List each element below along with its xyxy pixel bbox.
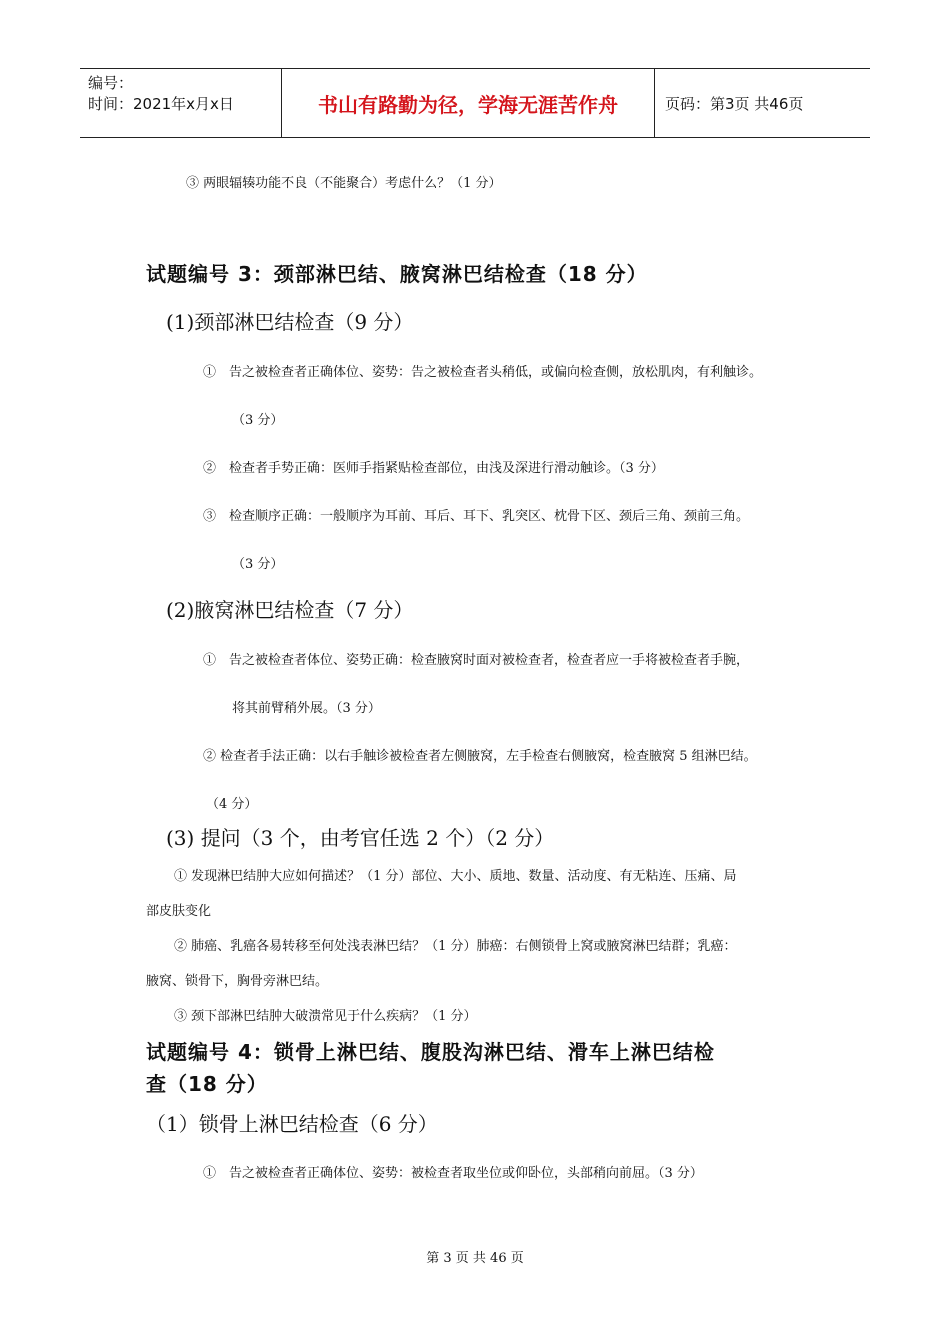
step-line: ① 告之被检查者体位、姿势正确：检查腋窝时面对被检查者，检查者应一手将被检查者手腕， [203,653,750,668]
question-line: ③ 两眼辐辏功能不良（不能聚合）考虑什么？（1 分） [186,176,502,191]
header-motto: 书山有路勤为径，学海无涯苦作舟 [281,69,655,137]
score-line: （3 分） [232,413,284,428]
section-heading-3: 试题编号 3：颈部淋巴结、腋窝淋巴结检查（18 分） [146,262,648,286]
score-line: （3 分） [232,557,284,572]
subheading-axilla: (2)腋窝淋巴结检查（7 分） [166,598,414,622]
answer-line: 部皮肤变化 [146,904,212,919]
answer-line: 腋窝、锁骨下，胸骨旁淋巴结。 [146,974,329,989]
question-line: ① 发现淋巴结肿大应如何描述？（1 分）部位、大小、质地、数量、活动度、有无粘连、压痛、局 [174,869,737,884]
header-meta [80,69,280,137]
step-line: ① 告之被检查者正确体位、姿势：告之被检查者头稍低，或偏向检查侧，放松肌肉，有利触诊。 [203,365,763,380]
subheading-supraclavicular: （1）锁骨上淋巴结检查（6 分） [146,1112,438,1136]
question-line: ③ 颈下部淋巴结肿大破溃常见于什么疾病？（1 分） [174,1009,477,1024]
step-line: ③ 检查顺序正确：一般顺序为耳前、耳后、耳下、乳突区、枕骨下区、颈后三角、颈前三角。 [203,509,750,524]
page-footer: 第 3 页 共 46 页 [426,1251,524,1266]
step-line: 将其前臂稍外展。（3 分） [232,701,381,716]
time-label: 时间：2021年x月x日 [88,95,234,113]
step-line: ② 检查者手法正确：以右手触诊被检查者左侧腋窝，左手检查右侧腋窝，检查腋窝 5 组淋巴结。 [203,749,757,764]
step-line: ② 检查者手势正确：医师手指紧贴检查部位，由浅及深进行滑动触诊。（3 分） [203,461,664,476]
section-heading-4: 试题编号 4：锁骨上淋巴结、腹股沟淋巴结、滑车上淋巴结检 [146,1040,715,1064]
subheading-questions: (3) 提问（3 个，由考官任选 2 个）（2 分） [166,826,555,850]
number-label: 编号： [88,74,134,92]
question-line: ② 肺癌、乳癌各易转移至何处浅表淋巴结？（1 分）肺癌：右侧锁骨上窝或腋窝淋巴结群；乳癌： [174,939,737,954]
score-line: （4 分） [206,797,258,812]
step-line: ① 告之被检查者正确体位、姿势：被检查者取坐位或仰卧位，头部稍向前屈。（3 分） [203,1166,703,1181]
page-header [80,68,870,138]
section-heading-4-cont: 查（18 分） [146,1072,268,1096]
subheading-neck: (1)颈部淋巴结检查（9 分） [166,310,414,334]
header-page-info: 页码：第3页 共46页 [665,94,804,113]
